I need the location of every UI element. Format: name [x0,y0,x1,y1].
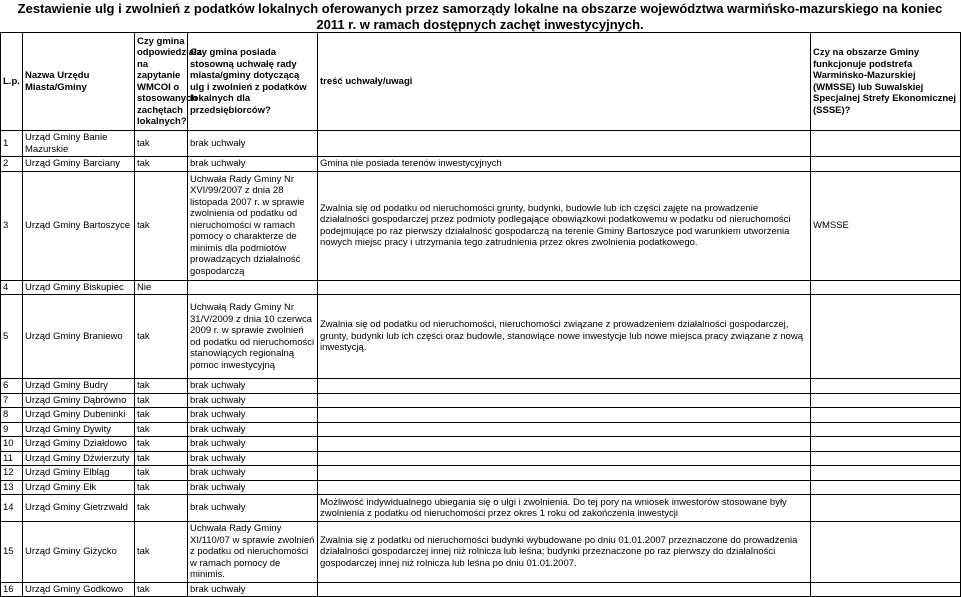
cell-odpowiedz: tak [135,171,188,280]
cell-lp: 14 [1,495,23,522]
page-title: Zestawienie ulg i zwolnień z podatków lokalnych oferowanych przez samorządy lokalne na obszarze województwa warmińsko-mazurskiego na koniec 2011 r. w ramach dostępnych zachęt inwestycyjnych. [17,1,943,32]
cell-lp: 6 [1,379,23,394]
cell-uchwala: Uchwała Rady Gminy XI/110/07 w sprawie zwolnień z podatku od nieruchomości w ramach pomocy de minimis. [188,522,318,583]
cell-uwagi: Zwalnia się od podatku od nieruchomości grunty, budynki, budowle lub ich części zajęte na prowadzenie działalności gospodarczej przez podmioty podlegające obowiązkowi podatkowemu w podatku od nieruchomości podejmujące po raz pierwszy działalność gospodarczą na terenie Gminy Bartoszyce pod warunkiem utworzenia nowych miejsc pracy i utrzymania tego zatrudnienia przez okres zwolnienia podatkowego. [318,171,811,280]
cell-uchwala: brak uchwały [188,157,318,172]
cell-sse [811,422,961,437]
cell-urzad: Urząd Gminy Budry [23,379,135,394]
cell-sse [811,466,961,481]
cell-lp: 11 [1,451,23,466]
cell-lp: 13 [1,480,23,495]
cell-uwagi [318,437,811,452]
cell-sse [811,480,961,495]
table-row [1,393,961,408]
cell-sse [811,437,961,452]
table-row [1,480,961,495]
cell-uchwala: brak uchwały [188,495,318,522]
cell-uwagi [318,480,811,495]
cell-odpowiedz: tak [135,437,188,452]
cell-lp: 5 [1,295,23,379]
cell-sse [811,582,961,597]
cell-lp: 8 [1,408,23,423]
cell-urzad: Urząd Gminy Dąbrówno [23,393,135,408]
cell-odpowiedz: tak [135,495,188,522]
cell-odpowiedz: tak [135,157,188,172]
cell-sse [811,295,961,379]
cell-sse [811,131,961,157]
cell-uwagi [318,393,811,408]
cell-urzad: Urząd Gminy Braniewo [23,295,135,379]
table-row [1,379,961,394]
header-sse: Czy na obszarze Gminy funkcjonuje podstrefa Warmińsko-Mazurskiej (WMSSE) lub Suwalskiej Specjalnej Strefy Ekonomicznej (SSSE)? [811,33,961,131]
cell-uwagi [318,582,811,597]
cell-odpowiedz: tak [135,295,188,379]
table-row [1,451,961,466]
cell-urzad: Urząd Gminy Dźwierzuty [23,451,135,466]
cell-uchwala: Uchwała Rady Gminy Nr XVI/99/2007 z dnia 28 listopada 2007 r. w sprawie zwolnienia od podatku od nieruchomości w ramach pomocy o charakterze de minimis dla podmiotów prowadzących działalność gospodarczą [188,171,318,280]
table-row [1,495,961,522]
cell-lp: 1 [1,131,23,157]
cell-odpowiedz: tak [135,131,188,157]
cell-uchwala: brak uchwały [188,408,318,423]
cell-uwagi [318,280,811,295]
cell-odpowiedz: tak [135,379,188,394]
cell-sse: WMSSE [811,171,961,280]
cell-sse [811,280,961,295]
cell-urzad: Urząd Gminy Dywity [23,422,135,437]
cell-uwagi: Zwalnia się z podatku od nieruchomości budynki wybudowane po dniu 01.01.2007 przeznaczone do prowadzenia działalności gospodarczej innej niż rolnicza lub leśna; budynki przeznaczone po raz pierwszy do działalności gospodarczej innej niż rolnicza lub leśna po dniu 01.01.2007. [318,522,811,583]
cell-urzad: Urząd Gminy Bartoszyce [23,171,135,280]
cell-urzad: Urząd Gminy Gietrzwałd [23,495,135,522]
cell-uchwala: brak uchwały [188,451,318,466]
cell-sse [811,495,961,522]
cell-urzad: Urząd Gminy Dubeninki [23,408,135,423]
header-odpowiedz: Czy gmina odpowiedziała na zapytanie WMCOI o stosowanych zachętach lokalnych? [135,33,188,131]
cell-sse [811,451,961,466]
cell-uchwala: brak uchwały [188,480,318,495]
table-row [1,131,961,157]
cell-uchwala: brak uchwały [188,437,318,452]
table-row [1,466,961,481]
cell-odpowiedz: tak [135,422,188,437]
table-row [1,582,961,597]
cell-uchwala [188,280,318,295]
cell-urzad: Urząd Gminy Działdowo [23,437,135,452]
cell-uchwala: brak uchwały [188,422,318,437]
cell-odpowiedz: tak [135,393,188,408]
cell-uwagi: Zwalnia się od podatku od nieruchomości, nieruchomości związane z prowadzeniem działalności gospodarczej, grunty, budynki lub ich części oraz budowle, stanowiące nowe inwestycje lub nowe miejsca pracy związane z nową inwestycją. [318,295,811,379]
cell-lp: 3 [1,171,23,280]
header-uwagi: treść uchwały/uwagi [318,33,811,131]
table-row [1,295,961,379]
cell-sse [811,522,961,583]
table-row [1,408,961,423]
cell-lp: 9 [1,422,23,437]
table-row [1,157,961,172]
header-urzad: Nazwa Urzędu Miasta/Gminy [23,33,135,131]
header-row [1,33,961,131]
table-row [1,437,961,452]
cell-odpowiedz: Nie [135,280,188,295]
header-uchwala: Czy gmina posiada stosowną uchwałę rady miasta/gminy dotyczącą ulg i zwolnień z podatków lokalnych dla przedsiębiorców? [188,33,318,131]
cell-lp: 10 [1,437,23,452]
cell-uwagi [318,131,811,157]
cell-uchwala: brak uchwały [188,393,318,408]
cell-uwagi: Gmina nie posiada terenów inwestycyjnych [318,157,811,172]
cell-lp: 4 [1,280,23,295]
table-row [1,522,961,583]
cell-sse [811,379,961,394]
cell-odpowiedz: tak [135,408,188,423]
table-row [1,171,961,280]
cell-uchwala: Uchwałą Rady Gminy Nr 31/V/2009 z dnia 10 czerwca 2009 r. w sprawie zwolnień od podatku od nieruchomości stanowiących regionalną pomoc inwestycyjną [188,295,318,379]
cell-lp: 2 [1,157,23,172]
cell-uchwala: brak uchwały [188,582,318,597]
cell-lp: 12 [1,466,23,481]
cell-uwagi [318,466,811,481]
cell-lp: 7 [1,393,23,408]
cell-urzad: Urząd Gminy Barciany [23,157,135,172]
cell-urzad: Urząd Gminy Elbląg [23,466,135,481]
cell-odpowiedz: tak [135,582,188,597]
cell-odpowiedz: tak [135,466,188,481]
cell-uwagi [318,408,811,423]
cell-urzad: Urząd Gminy Ełk [23,480,135,495]
cell-sse [811,393,961,408]
cell-odpowiedz: tak [135,480,188,495]
cell-odpowiedz: tak [135,451,188,466]
cell-sse [811,408,961,423]
cell-uwagi [318,451,811,466]
cell-odpowiedz: tak [135,522,188,583]
cell-urzad: Urząd Gminy Biskupiec [23,280,135,295]
cell-sse [811,157,961,172]
cell-uwagi [318,379,811,394]
cell-urzad: Urząd Gminy Godkowo [23,582,135,597]
cell-urzad: Urząd Gminy Banie Mazurskie [23,131,135,157]
cell-uwagi: Możliwość indywidualnego ubiegania się o ulgi i zwolnienia. Do tej pory na wniosek inwestorów stosowane były zwolnienia z podatku od nieruchomości przez okres 1 roku od zakończenia inwestycji [318,495,811,522]
cell-uchwala: brak uchwały [188,379,318,394]
header-lp: L.p. [1,33,23,131]
table-row [1,280,961,295]
cell-urzad: Urząd Gminy Giżycko [23,522,135,583]
cell-uchwala: brak uchwały [188,131,318,157]
table-row [1,422,961,437]
cell-lp: 16 [1,582,23,597]
incentives-table [0,32,961,597]
cell-uchwala: brak uchwały [188,466,318,481]
cell-uwagi [318,422,811,437]
cell-lp: 15 [1,522,23,583]
